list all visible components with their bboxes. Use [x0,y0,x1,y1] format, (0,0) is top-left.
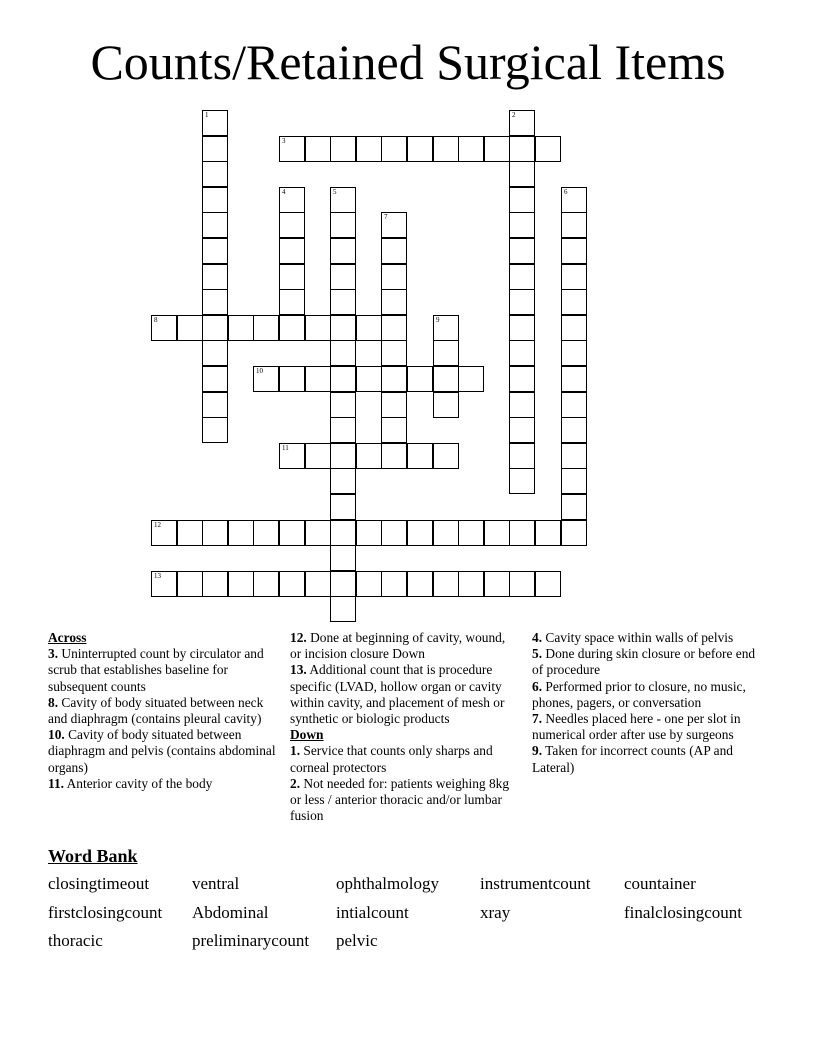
crossword-cell[interactable] [381,238,407,264]
crossword-cell[interactable] [330,443,356,469]
crossword-cell[interactable] [509,366,535,392]
crossword-cell[interactable] [356,520,382,546]
crossword-cell[interactable] [509,392,535,418]
crossword-cell[interactable] [202,366,228,392]
crossword-cell[interactable] [151,315,177,341]
crossword-cell[interactable] [509,340,535,366]
word-bank-item: pelvic [336,931,378,950]
clue-across-10: 10. Cavity of body situated between diaphragm and pelvis (contains abdominal organs) [48,727,276,775]
crossword-cell[interactable] [177,571,203,597]
clue-number: 9 [436,316,440,324]
crossword-cell[interactable] [228,315,254,341]
crossword-cell[interactable] [407,443,433,469]
clue-column-1 [48,630,276,792]
crossword-cell[interactable] [330,315,356,341]
crossword-cell[interactable] [561,494,587,520]
crossword-cell[interactable] [561,289,587,315]
crossword-cell[interactable] [305,136,331,162]
crossword-cell[interactable] [253,520,279,546]
crossword-cell[interactable] [509,289,535,315]
clue-down-7: 7. Needles placed here - one per slot in numerical order after use by surgeons [532,711,741,743]
crossword-cell[interactable] [509,161,535,187]
crossword-cell[interactable] [330,392,356,418]
crossword-cell[interactable] [561,212,587,238]
word-bank-item: countainer [624,874,696,893]
crossword-cell[interactable] [381,315,407,341]
crossword-cell[interactable] [509,212,535,238]
down-heading: Down [290,727,324,743]
crossword-cell[interactable] [279,315,305,341]
crossword-cell[interactable] [561,417,587,443]
word-bank-item: instrumentcount [480,874,591,893]
word-bank-item: ophthalmology [336,874,439,893]
clue-down-1: 1. Service that counts only sharps and corneal protectors [290,743,493,775]
crossword-cell[interactable] [177,315,203,341]
crossword-cell[interactable] [151,571,177,597]
crossword-cell[interactable] [407,366,433,392]
crossword-cell[interactable] [509,110,535,136]
across-heading: Across [48,630,87,645]
crossword-cell[interactable] [561,520,587,546]
crossword-cell[interactable] [381,136,407,162]
crossword-cell[interactable] [356,571,382,597]
crossword-cell[interactable] [561,366,587,392]
crossword-cell[interactable] [484,520,510,546]
clue-number: 11 [282,444,289,452]
crossword-cell[interactable] [433,443,459,469]
crossword-cell[interactable] [279,520,305,546]
crossword-cell[interactable] [228,520,254,546]
clue-number: 8 [154,316,158,324]
crossword-cell[interactable] [202,136,228,162]
clue-across-12: 12. Done at beginning of cavity, wound, or incision closure Down [290,630,506,662]
crossword-cell[interactable] [381,289,407,315]
crossword-cell[interactable] [356,315,382,341]
crossword-cell[interactable] [253,366,279,392]
crossword-cell[interactable] [330,417,356,443]
crossword-cell[interactable] [330,494,356,520]
crossword-cell[interactable] [356,136,382,162]
crossword-cell[interactable] [305,443,331,469]
crossword-cell[interactable] [561,392,587,418]
word-bank-title: Word Bank [48,846,138,866]
crossword-cell[interactable] [561,238,587,264]
crossword-cell[interactable] [561,264,587,290]
crossword-cell[interactable] [381,417,407,443]
crossword-cell[interactable] [330,289,356,315]
crossword-cell[interactable] [561,443,587,469]
clue-number: 13 [154,572,161,580]
crossword-cell[interactable] [330,571,356,597]
crossword-cell[interactable] [330,187,356,213]
word-bank-item: firstclosingcount [48,902,163,922]
crossword-cell[interactable] [561,468,587,494]
crossword-cell[interactable] [330,520,356,546]
crossword-cell[interactable] [356,366,382,392]
crossword-cell[interactable] [253,571,279,597]
clue-down-6: 6. Performed prior to closure, no music, phones, pagers, or conversation [532,678,746,710]
word-bank-item: intialcount [336,902,409,922]
crossword-cell[interactable] [202,340,228,366]
crossword-cell[interactable] [202,187,228,213]
crossword-cell[interactable] [381,520,407,546]
crossword-cell[interactable] [202,238,228,264]
page-title: Counts/Retained Surgical Items [90,34,726,90]
crossword-cell[interactable] [305,520,331,546]
clue-across-3: 3. Uninterrupted count by circulator and scrub that establishes baseline for subsequent counts [48,646,264,694]
crossword-cell[interactable] [433,340,459,366]
crossword-cell[interactable] [509,417,535,443]
crossword-cell[interactable] [509,571,535,597]
crossword-cell[interactable] [381,264,407,290]
crossword-cell[interactable] [330,340,356,366]
crossword-cell[interactable] [305,571,331,597]
crossword-cell[interactable] [381,571,407,597]
crossword-cell[interactable] [509,315,535,341]
crossword-cell[interactable] [433,571,459,597]
crossword-cell[interactable] [484,571,510,597]
crossword-cell[interactable] [535,571,561,597]
crossword-cell[interactable] [202,315,228,341]
clue-down-2: 2. Not needed for: patients weighing 8kg or less / anterior thoracic and/or lumbar fusion [290,775,510,824]
crossword-cell[interactable] [228,571,254,597]
crossword-cell[interactable] [509,264,535,290]
crossword-cell[interactable] [330,238,356,264]
crossword-cell[interactable] [279,187,305,213]
crossword-cell[interactable] [381,392,407,418]
crossword-cell[interactable] [330,366,356,392]
clue-number: 10 [256,367,263,375]
crossword-cell[interactable] [561,340,587,366]
clue-number: 1 [205,111,209,119]
crossword-cell[interactable] [381,443,407,469]
clue-number: 4 [282,188,286,196]
crossword-cell[interactable] [407,571,433,597]
crossword-cell[interactable] [433,392,459,418]
crossword-cell[interactable] [381,212,407,238]
crossword-cell[interactable] [433,315,459,341]
crossword-cell[interactable] [509,468,535,494]
clue-across-11: 11. Anterior cavity of the body [48,775,213,791]
crossword-cell[interactable] [202,289,228,315]
crossword-cell[interactable] [202,264,228,290]
clue-number: 5 [333,188,337,196]
crossword-cell[interactable] [561,187,587,213]
crossword-cell[interactable] [509,238,535,264]
crossword-cell[interactable] [279,238,305,264]
crossword-cell[interactable] [433,136,459,162]
crossword-cell[interactable] [509,187,535,213]
crossword-cell[interactable] [561,315,587,341]
word-bank [48,873,788,959]
crossword-cell[interactable] [202,392,228,418]
crossword-cell[interactable] [279,289,305,315]
crossword-cell[interactable] [202,571,228,597]
crossword-cell[interactable] [356,443,382,469]
crossword-cell[interactable] [330,545,356,571]
crossword-cell[interactable] [458,571,484,597]
clue-down-9: 9. Taken for incorrect counts (AP and Lateral) [532,743,733,775]
clue-number: 6 [564,188,568,196]
crossword-cell[interactable] [202,110,228,136]
clue-across-8: 8. Cavity of body situated between neck and diaphragm (contains pleural cavity) [48,694,264,727]
word-bank-item: xray [480,902,511,922]
word-bank-item: ventral [192,874,240,893]
crossword-cell[interactable] [535,136,561,162]
crossword-cell[interactable] [407,520,433,546]
crossword-cell[interactable] [509,443,535,469]
clue-number: 3 [282,137,286,145]
crossword-cell[interactable] [202,212,228,238]
crossword-cell[interactable] [381,366,407,392]
clue-down-4: 4. Cavity space within walls of pelvis [532,630,734,645]
crossword-cell[interactable] [407,136,433,162]
crossword-cell[interactable] [202,417,228,443]
crossword-cell[interactable] [381,340,407,366]
crossword-cell[interactable] [330,136,356,162]
crossword-cell[interactable] [458,136,484,162]
crossword-cell[interactable] [279,366,305,392]
crossword-cell[interactable] [484,136,510,162]
crossword-cell[interactable] [202,161,228,187]
crossword-cell[interactable] [202,520,228,546]
crossword-cell[interactable] [458,520,484,546]
clue-number: 7 [384,213,388,221]
crossword-cell[interactable] [509,136,535,162]
crossword-cell[interactable] [509,520,535,546]
crossword-cell[interactable] [330,212,356,238]
word-bank-item: thoracic [48,931,103,950]
crossword-cell[interactable] [330,468,356,494]
word-bank-item: closingtimeout [48,874,150,893]
crossword-cell[interactable] [305,315,331,341]
crossword-cell[interactable] [151,520,177,546]
crossword-cell[interactable] [330,264,356,290]
crossword-cell[interactable] [330,596,356,622]
crossword-cell[interactable] [279,443,305,469]
crossword-cell[interactable] [433,366,459,392]
word-bank-item: Abdominal [192,902,269,922]
clue-number: 2 [512,111,516,119]
crossword-cell[interactable] [433,520,459,546]
crossword-cell[interactable] [279,212,305,238]
clue-across-13: 13. Additional count that is procedure specific (LVAD, hollow organ or cavity within cavity, and placement of mesh or synthetic or biologic products [290,662,505,727]
clue-number: 12 [154,521,161,529]
crossword-cell[interactable] [279,571,305,597]
crossword-cell[interactable] [279,136,305,162]
clue-column-2 [290,630,512,824]
word-bank-item: preliminarycount [192,931,310,950]
crossword-cell[interactable] [177,520,203,546]
crossword-cell[interactable] [253,315,279,341]
crossword-cell[interactable] [458,366,484,392]
crossword-cell[interactable] [535,520,561,546]
word-bank-item: finalclosingcount [624,902,743,922]
crossword-cell[interactable] [279,264,305,290]
crossword-cell[interactable] [305,366,331,392]
clue-column-3 [532,630,758,776]
clue-down-5: 5. Done during skin closure or before end of procedure [532,646,756,678]
